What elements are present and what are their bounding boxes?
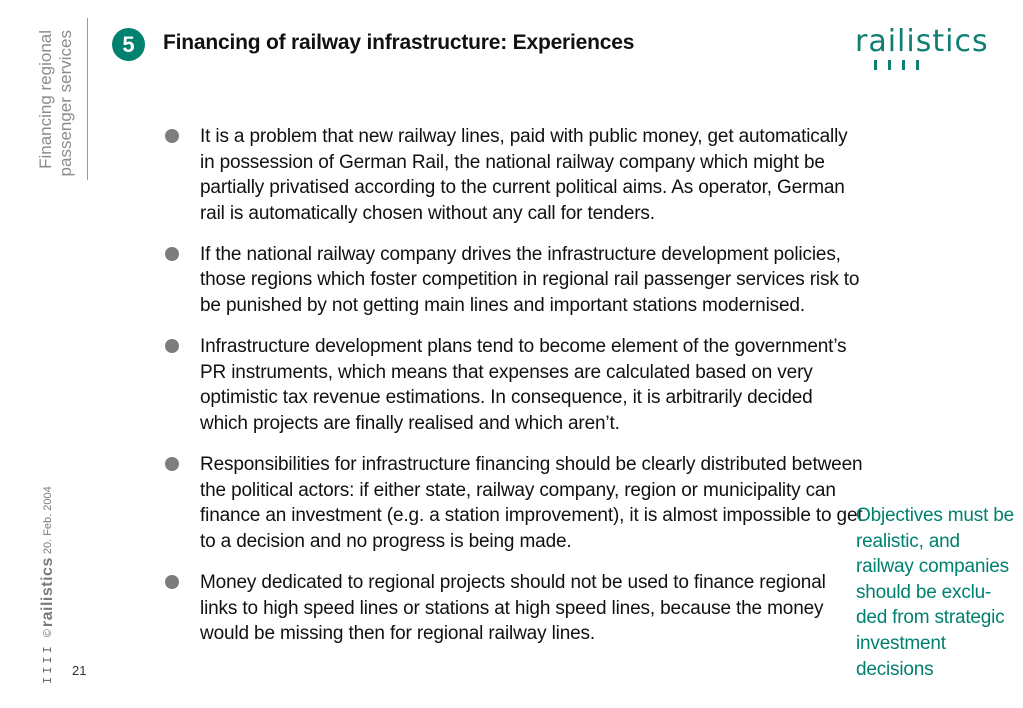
bullet-text: If the national railway company drives the infrastructure development policies, those regions which foster competition in regional rail passenger services risk to be punished by not getting main lines and important stations modernised. — [200, 243, 860, 317]
bullet-dot-icon — [165, 339, 179, 353]
bullet-text: It is a problem that new railway lines, paid with public money, get automatically in possession of German Rail, the national railway company which might be partially privatised according to the current political aims. As operator, German rail is automatically chosen without any call for tenders. — [200, 126, 848, 224]
bullet-list — [163, 124, 863, 662]
section-divider — [87, 18, 88, 180]
section-label-line1: Financing regional — [36, 30, 55, 169]
bullet-text: Infrastructure development plans tend to become element of the government’s PR instruments, which means that expenses are calculated based on very optimistic tax revenue estimations. In consequence, it is arbitrarily decided which projects are finally realised and which aren’t. — [200, 336, 847, 434]
bullet-item — [163, 570, 863, 647]
logo-tick-marks — [874, 60, 919, 70]
bullet-text: Responsibilities for infrastructure financing should be clearly distributed between the political actors: if either state, railway company, region or municipality can finance an investment (e.g. a station improvement), it is almost impossible to get to a decision and no progress is being made. — [200, 454, 863, 552]
bullet-dot-icon — [165, 247, 179, 261]
footer-copyright: © — [42, 629, 54, 638]
section-label — [36, 30, 80, 180]
bullet-item — [163, 124, 863, 226]
bullet-dot-icon — [165, 129, 179, 143]
footer-brand: railistics — [39, 557, 56, 628]
bullet-text: Money dedicated to regional projects should not be used to finance regional links to high speed lines or stations at high speed lines, because the money would be missing then for regional railway lines. — [200, 571, 826, 645]
bullet-dot-icon — [165, 575, 179, 589]
side-note: Objectives must be realistic, and railway companies should be exclu-ded from strategic investment decisions — [856, 505, 1014, 680]
railistics-logo — [855, 22, 1015, 74]
logo-wordmark: railistics — [855, 24, 989, 59]
bullet-item — [163, 452, 863, 554]
bullet-dot-icon — [165, 457, 179, 471]
slide-title: Financing of railway infrastructure: Experiences — [163, 31, 635, 54]
page-number: 21 — [72, 663, 87, 678]
bullet-item — [163, 334, 863, 436]
footer-branding — [34, 478, 62, 684]
section-label-line2: passenger services — [56, 30, 75, 177]
bullet-item — [163, 242, 863, 319]
slide-number-badge: 5 — [112, 28, 145, 61]
footer-date: 20. Feb. 2004 — [42, 486, 54, 555]
footer-tick-marks: IIII — [41, 643, 55, 684]
